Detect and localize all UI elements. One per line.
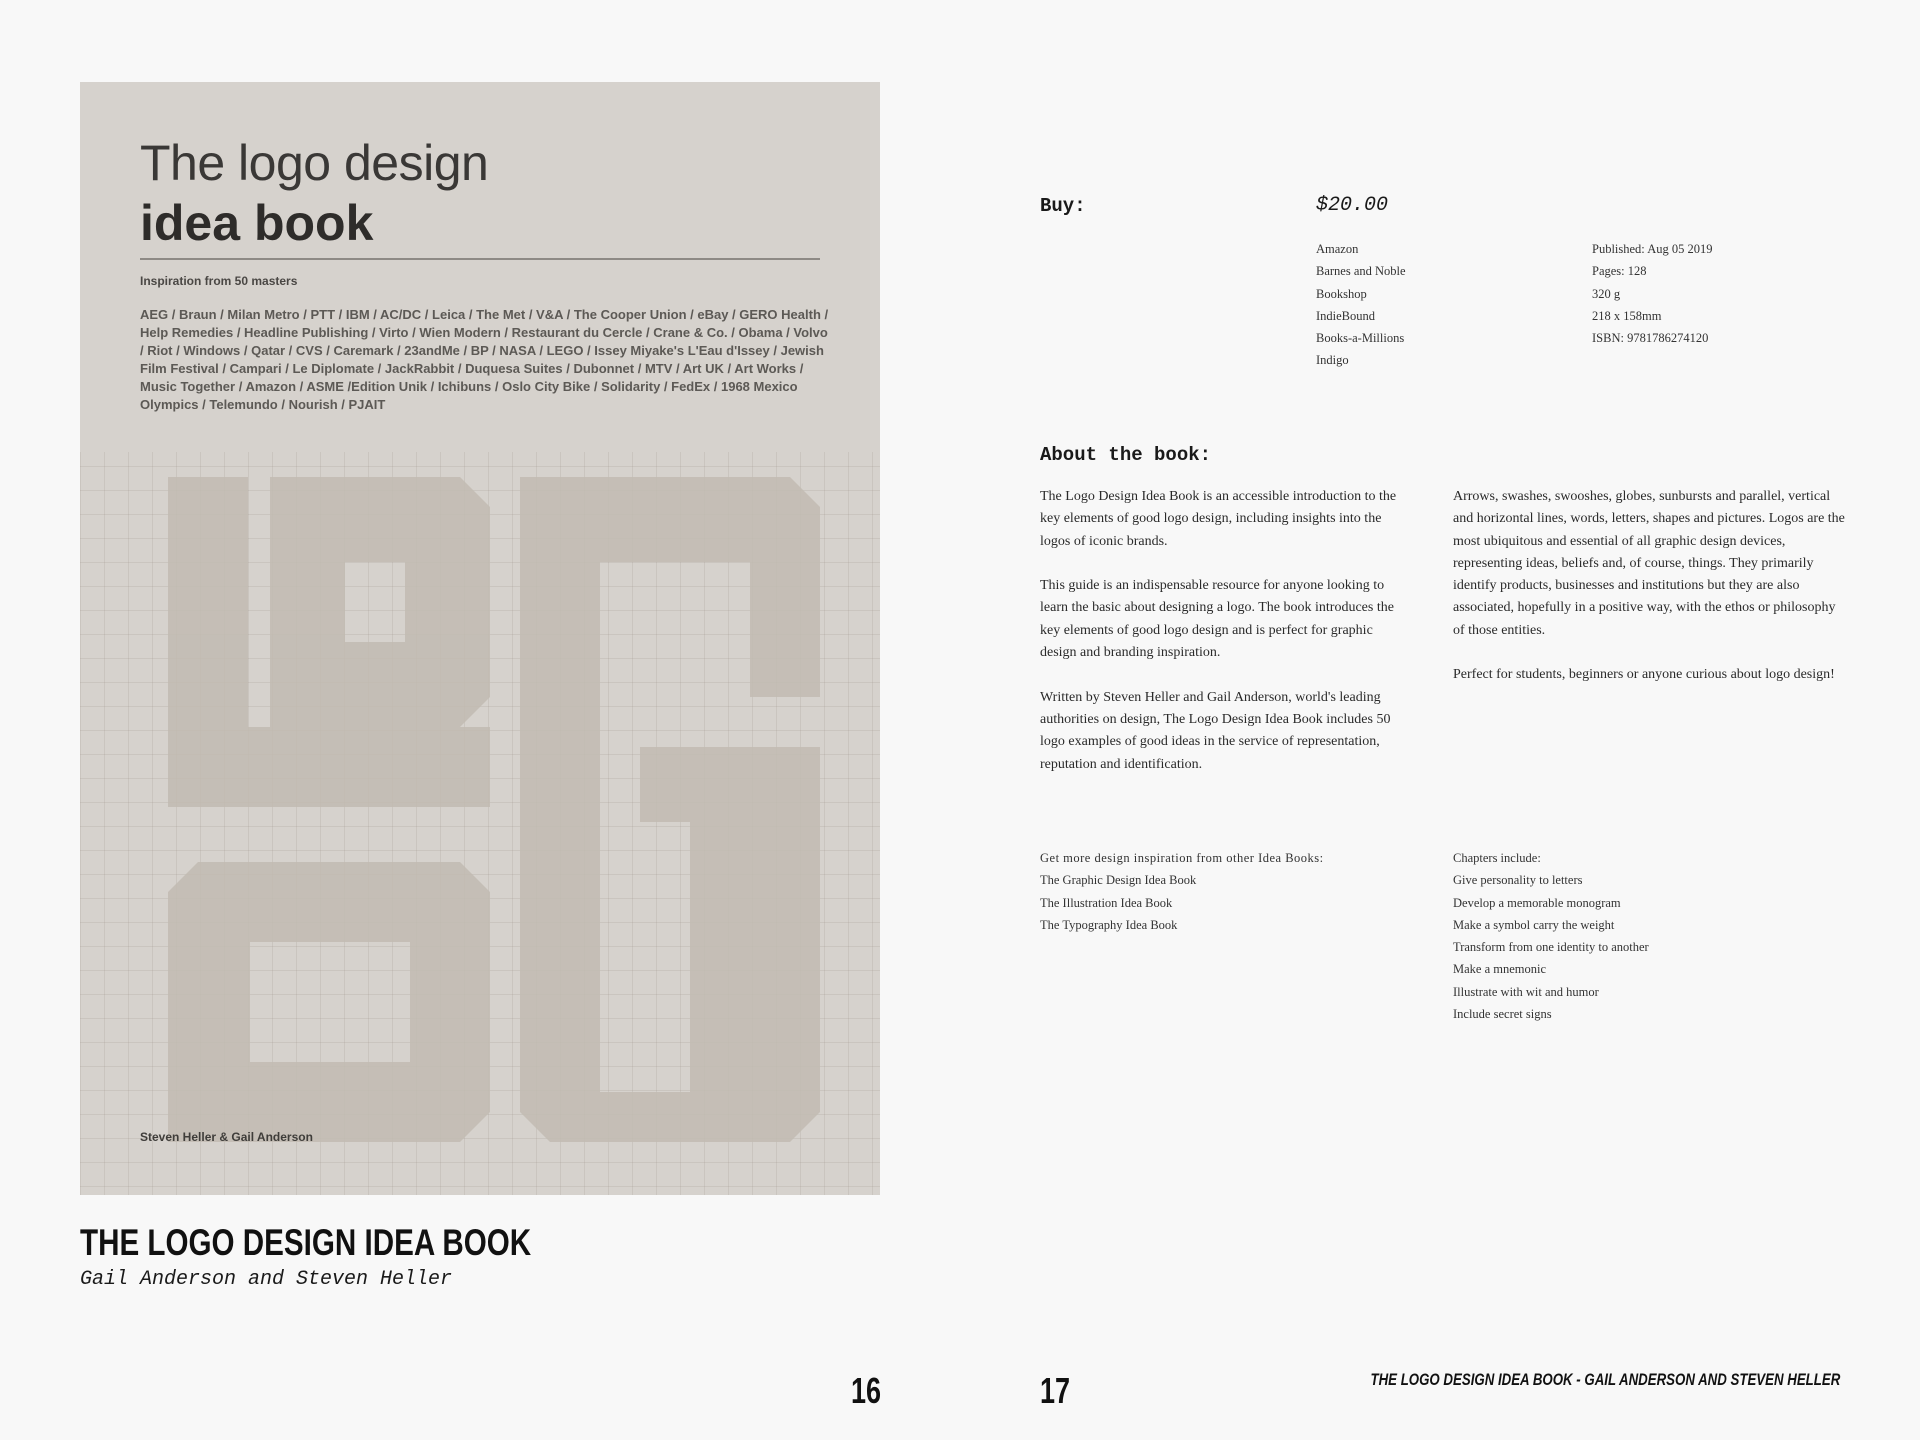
about-column-1: [1040, 486, 1400, 798]
store-link[interactable]: IndieBound: [1316, 308, 1376, 323]
detail-pages: Pages: 128: [1592, 264, 1647, 279]
chapter-item: Transform from one identity to another: [1453, 940, 1649, 955]
more-books-heading: Get more design inspiration from other Idea Books:: [1040, 851, 1324, 865]
more-books-list: [1040, 847, 1324, 936]
cover-subtitle: Inspiration from 50 masters: [140, 274, 298, 288]
chapter-item: Include secret signs: [1453, 1007, 1552, 1022]
cover-title-line2: idea book: [140, 195, 374, 251]
detail-weight: 320 g: [1592, 286, 1621, 301]
detail-isbn: ISBN: 9781786274120: [1592, 331, 1709, 346]
about-paragraph: Arrows, swashes, swooshes, globes, sunbursts and parallel, vertical and horizontal lines, words, letters, shapes and pictures. Logos are the most ubiquitous and essential of all graphic design devices, representing ideas, beliefs and, of course, things. They primarily identify products, businesses and institutions but they are also associated, hopefully in a positive way, with the ethos or philosophy of those entities.: [1453, 489, 1845, 638]
about-heading: About the book:: [1040, 444, 1212, 466]
detail-dimensions: 218 x 158mm: [1592, 308, 1662, 323]
cover-title-line1: The logo design: [140, 135, 489, 191]
price: $20.00: [1316, 194, 1389, 217]
store-list: [1316, 238, 1406, 372]
detail-published: Published: Aug 05 2019: [1592, 242, 1713, 256]
store-link[interactable]: Barnes and Noble: [1316, 264, 1406, 279]
buy-heading: Buy:: [1040, 195, 1086, 217]
cover-author: Steven Heller & Gail Anderson: [140, 1130, 313, 1144]
chapter-item: Develop a memorable monogram: [1453, 895, 1621, 910]
chapter-item: Make a symbol carry the weight: [1453, 917, 1615, 932]
about-paragraph: Written by Steven Heller and Gail Anderson, world's leading authorities on design, The Logo Design Idea Book includes 50 logo examples of good ideas in the service of representation, reputation and identification.: [1040, 689, 1391, 772]
cover-divider: [140, 258, 820, 260]
page-number-right: 17: [1040, 1370, 1071, 1411]
chapter-item: Make a mnemonic: [1453, 962, 1547, 977]
book-cover-image: [80, 82, 880, 1195]
page-number-left: 16: [851, 1370, 882, 1411]
store-link[interactable]: Bookshop: [1316, 286, 1367, 301]
book-authors: Gail Anderson and Steven Heller: [80, 1268, 453, 1291]
related-book-link[interactable]: The Graphic Design Idea Book: [1040, 873, 1197, 888]
store-link[interactable]: Books-a-Millions: [1316, 331, 1405, 346]
chapter-item: Give personality to letters: [1453, 873, 1583, 888]
store-link[interactable]: Indigo: [1316, 353, 1349, 368]
book-details: [1592, 238, 1713, 349]
related-book-link[interactable]: The Typography Idea Book: [1040, 917, 1178, 932]
running-footer: THE LOGO DESIGN IDEA BOOK - GAIL ANDERSON AND STEVEN HELLER: [1370, 1370, 1840, 1389]
about-column-2: [1453, 486, 1845, 709]
book-title: THE LOGO DESIGN IDEA BOOK: [80, 1222, 532, 1263]
about-paragraph: The Logo Design Idea Book is an accessible introduction to the key elements of good logo design, including insights into the logos of iconic brands.: [1040, 489, 1397, 549]
cover-brand-list: AEG / Braun / Milan Metro / PTT / IBM / AC/DC / Leica / The Met / V&A / The Cooper Union / eBay / GERO Health / Help Remedies / Headline Publishing / Virto / Wien Modern / Restaurant du Cercle / Crane & Co. / Obama / Volvo / Riot / Windows / Qatar / CVS / Caremark / 23andMe / BP / NASA / LEGO / Issey Miyake's L'Eau d'Issey / Jewish Film Festival / Campari / Le Diplomate / JackRabbit / Duquesa Suites / Dubonnet / MTV / Art UK / Art Works / Music Together / Amazon / ASME /Edition Unik / Ichibuns / Oslo City Bike / Solidarity / FedEx / 1968 Mexico Olympics / Telemundo / Nourish / PJAIT: [140, 307, 829, 412]
about-paragraph: Perfect for students, beginners or anyone curious about logo design!: [1453, 667, 1835, 683]
related-book-link[interactable]: The Illustration Idea Book: [1040, 895, 1173, 910]
store-link[interactable]: Amazon: [1316, 242, 1359, 256]
chapters-heading: Chapters include:: [1453, 851, 1541, 865]
chapters-list: [1453, 847, 1649, 1025]
chapter-item: Illustrate with wit and humor: [1453, 984, 1599, 999]
about-paragraph: This guide is an indispensable resource for anyone looking to learn the basic about designing a logo. The book introduces the key elements of good logo design and is perfect for graphic design and branding inspiration.: [1040, 578, 1394, 661]
